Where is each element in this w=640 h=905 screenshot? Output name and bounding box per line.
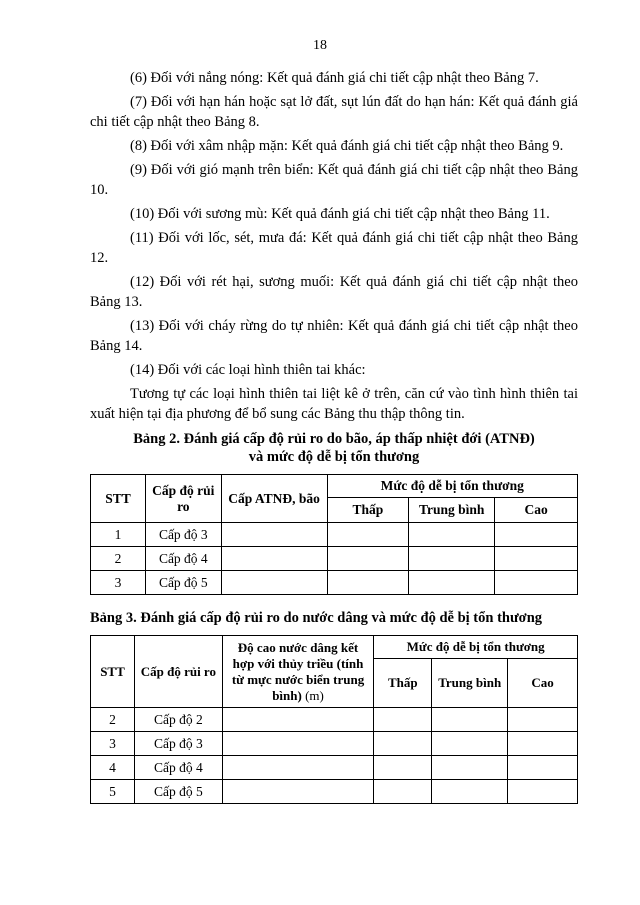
table3-header-height-label: Độ cao nước dâng kết hợp với thủy triều (tính từ mực nước biển trung bình) [231,639,365,703]
table3-cell-high [508,756,578,780]
table2-header-high: Cao [495,498,578,523]
table3-header-height-unit: (m) [301,687,324,703]
table3-cell-low [374,708,432,732]
paragraph-9: (9) Đối với gió mạnh trên biển: Kết quả đánh giá chi tiết cập nhật theo Bảng 10. [90,162,578,198]
table3-cell-height [222,780,374,804]
table3-cell-height [222,756,374,780]
paragraph-8: (8) Đối với xâm nhập mặn: Kết quả đánh giá chi tiết cập nhật theo Bảng 9. [130,138,564,154]
table-row [91,547,578,571]
table3-cell-low [374,756,432,780]
table2-header-stt: STT [91,475,146,523]
table2-title [90,430,578,466]
table3-header-medium: Trung bình [432,659,508,708]
table3-cell-level: Cấp độ 2 [134,708,222,732]
table3-cell-level: Cấp độ 4 [134,756,222,780]
table2-cell-low [327,571,409,595]
table2-title-line1: Bảng 2. Đánh giá cấp độ rủi ro do bão, áp thấp nhiệt đới (ATNĐ) [133,431,535,447]
table-row [91,780,578,804]
table2-cell-high [495,571,578,595]
table3-cell-high [508,780,578,804]
paragraph-summary: Tương tự các loại hình thiên tai liệt kê ở trên, căn cứ vào tình hình thiên tai xuất hiện tại địa phương để bổ sung các Bảng thu thập thông tin. [90,386,578,422]
table2 [90,474,578,595]
table-row [91,756,578,780]
table-row [91,732,578,756]
table3-cell-low [374,732,432,756]
paragraph-6: (6) Đối với nắng nóng: Kết quả đánh giá chi tiết cập nhật theo Bảng 7. [130,70,539,86]
table3-cell-level: Cấp độ 3 [134,732,222,756]
table2-cell-low [327,523,409,547]
table2-header-level: Cấp độ rủi ro [145,475,221,523]
table2-cell-medium [409,547,495,571]
table3-header-level: Cấp độ rủi ro [134,636,222,708]
table-row [91,523,578,547]
table3-header-high: Cao [508,659,578,708]
table2-cell-low [327,547,409,571]
table3-header-low: Thấp [374,659,432,708]
table3-cell-medium [432,708,508,732]
page-number: 18 [313,38,327,53]
table2-cell-level: Cấp độ 5 [145,571,221,595]
paragraph-12: (12) Đối với rét hại, sương muối: Kết quả đánh giá chi tiết cập nhật theo Bảng 13. [90,274,578,310]
table2-cell-stt: 2 [91,547,146,571]
table3-cell-medium [432,756,508,780]
table3-cell-height [222,732,374,756]
table3-cell-medium [432,780,508,804]
table2-cell-atnd [221,523,327,547]
paragraph-11: (11) Đối với lốc, sét, mưa đá: Kết quả đánh giá chi tiết cập nhật theo Bảng 12. [90,230,578,266]
table3-cell-high [508,708,578,732]
table3-cell-low [374,780,432,804]
paragraph-10: (10) Đối với sương mù: Kết quả đánh giá chi tiết cập nhật theo Bảng 11. [130,206,550,222]
table3-cell-stt: 5 [91,780,135,804]
table3-cell-stt: 3 [91,732,135,756]
table2-cell-stt: 3 [91,571,146,595]
paragraph-7: (7) Đối với hạn hán hoặc sạt lở đất, sụt lún đất do hạn hán: Kết quả đánh giá chi tiết cập nhật theo Bảng 8. [90,94,578,130]
table2-cell-stt: 1 [91,523,146,547]
table2-cell-level: Cấp độ 3 [145,523,221,547]
table2-cell-atnd [221,547,327,571]
table3-header-stt: STT [91,636,135,708]
table2-title-line2: và mức độ dễ bị tổn thương [248,449,420,465]
table3-cell-high [508,732,578,756]
table2-cell-medium [409,571,495,595]
table3-cell-height [222,708,374,732]
table3-cell-medium [432,732,508,756]
table3-cell-stt: 4 [91,756,135,780]
table2-cell-level: Cấp độ 4 [145,547,221,571]
table2-header-medium: Trung bình [409,498,495,523]
table2-header-vulnerability: Mức độ dễ bị tổn thương [327,475,578,498]
table2-cell-high [495,523,578,547]
table3-header-vulnerability: Mức độ dễ bị tổn thương [374,636,578,659]
document-body [90,68,578,804]
paragraph-14: (14) Đối với các loại hình thiên tai khác: [130,362,366,378]
table2-cell-atnd [221,571,327,595]
table2-cell-high [495,547,578,571]
table2-header-low: Thấp [327,498,409,523]
table-row [91,571,578,595]
table3-cell-stt: 2 [91,708,135,732]
table2-cell-medium [409,523,495,547]
table3-title: Bảng 3. Đánh giá cấp độ rủi ro do nước dâng và mức độ dễ bị tổn thương [90,610,543,626]
table3-cell-level: Cấp độ 5 [134,780,222,804]
paragraph-13: (13) Đối với cháy rừng do tự nhiên: Kết quả đánh giá chi tiết cập nhật theo Bảng 14. [90,318,578,354]
table-row [91,708,578,732]
table3-header-height [222,636,374,708]
table2-header-atnd: Cấp ATNĐ, bão [221,475,327,523]
table3 [90,635,578,804]
